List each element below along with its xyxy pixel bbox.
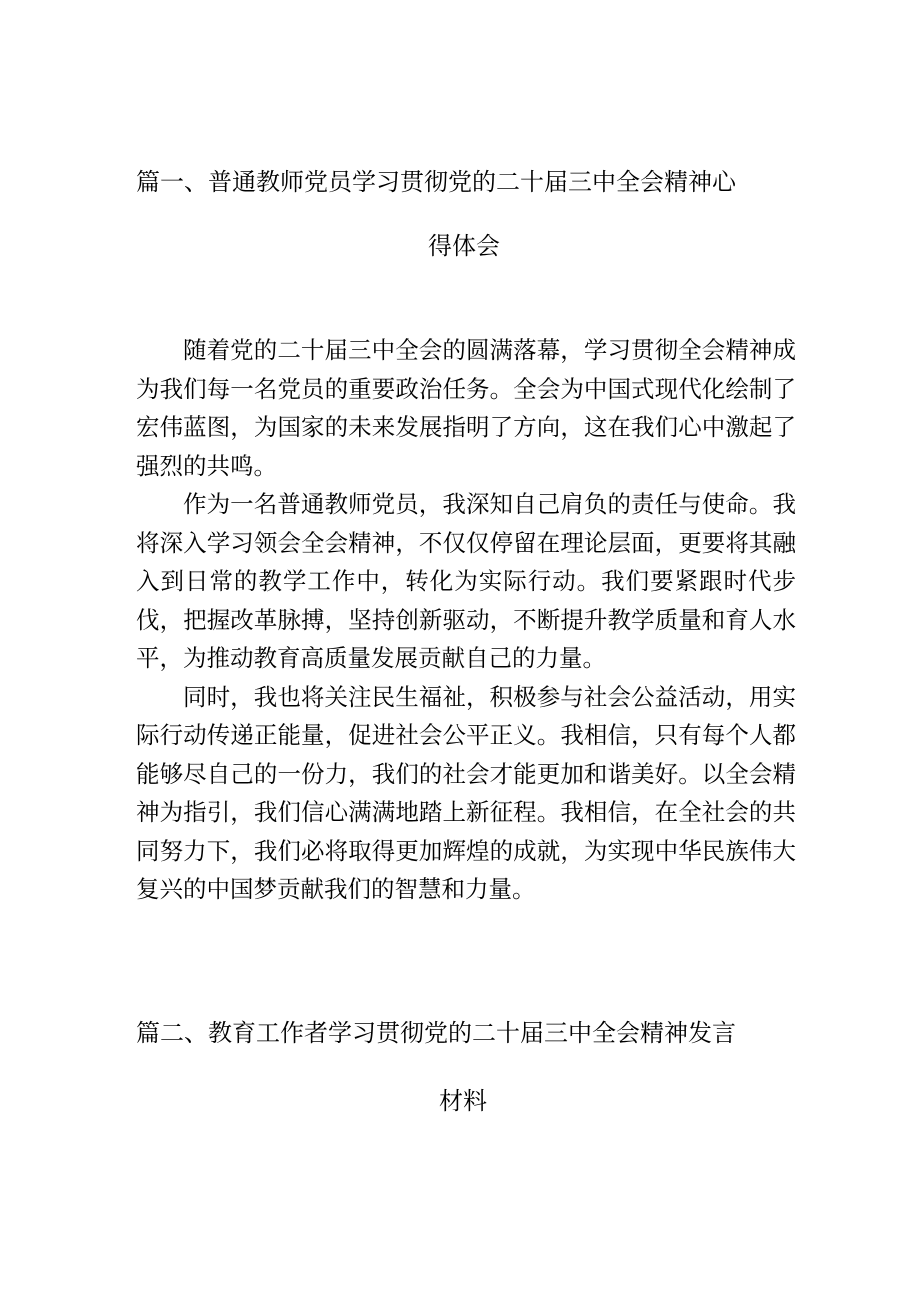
section2-title-line1: 篇二、教育工作者学习贯彻党的二十届三中全会精神发言 [136, 1019, 736, 1047]
section2-title-line2: 材料 [439, 1087, 487, 1115]
section1-paragraph-1: 随着党的二十届三中全会的圆满落幕，学习贯彻全会精神成为我们每一名党员的重要政治任务。全会为中国式现代化绘制了宏伟蓝图，为国家的未来发展指明了方向，这在我们心中激起了强烈的共鸣。 [136, 336, 796, 480]
section1-paragraph-3: 同时，我也将关注民生福祉，积极参与社会公益活动，用实际行动传递正能量，促进社会公平正义。我相信，只有每个人都能够尽自己的一份力，我们的社会才能更加和谐美好。以全会精神为指引，我们信心满满地踏上新征程。我相信，在全社会的共同努力下，我们必将取得更加辉煌的成就，为实现中华民族伟大复兴的中国梦贡献我们的智慧和力量。 [136, 682, 796, 903]
section1-paragraph-2: 作为一名普通教师党员，我深知自己肩负的责任与使命。我将深入学习领会全会精神，不仅仅停留在理论层面，更要将其融入到日常的教学工作中，转化为实际行动。我们要紧跟时代步伐，把握改革脉搏，坚持创新驱动，不断提升教学质量和育人水平，为推动教育高质量发展贡献自己的力量。 [136, 490, 796, 672]
section1-title-line2: 得体会 [428, 232, 500, 260]
section1-title-line1: 篇一、普通教师党员学习贯彻党的二十届三中全会精神心 [136, 168, 736, 196]
